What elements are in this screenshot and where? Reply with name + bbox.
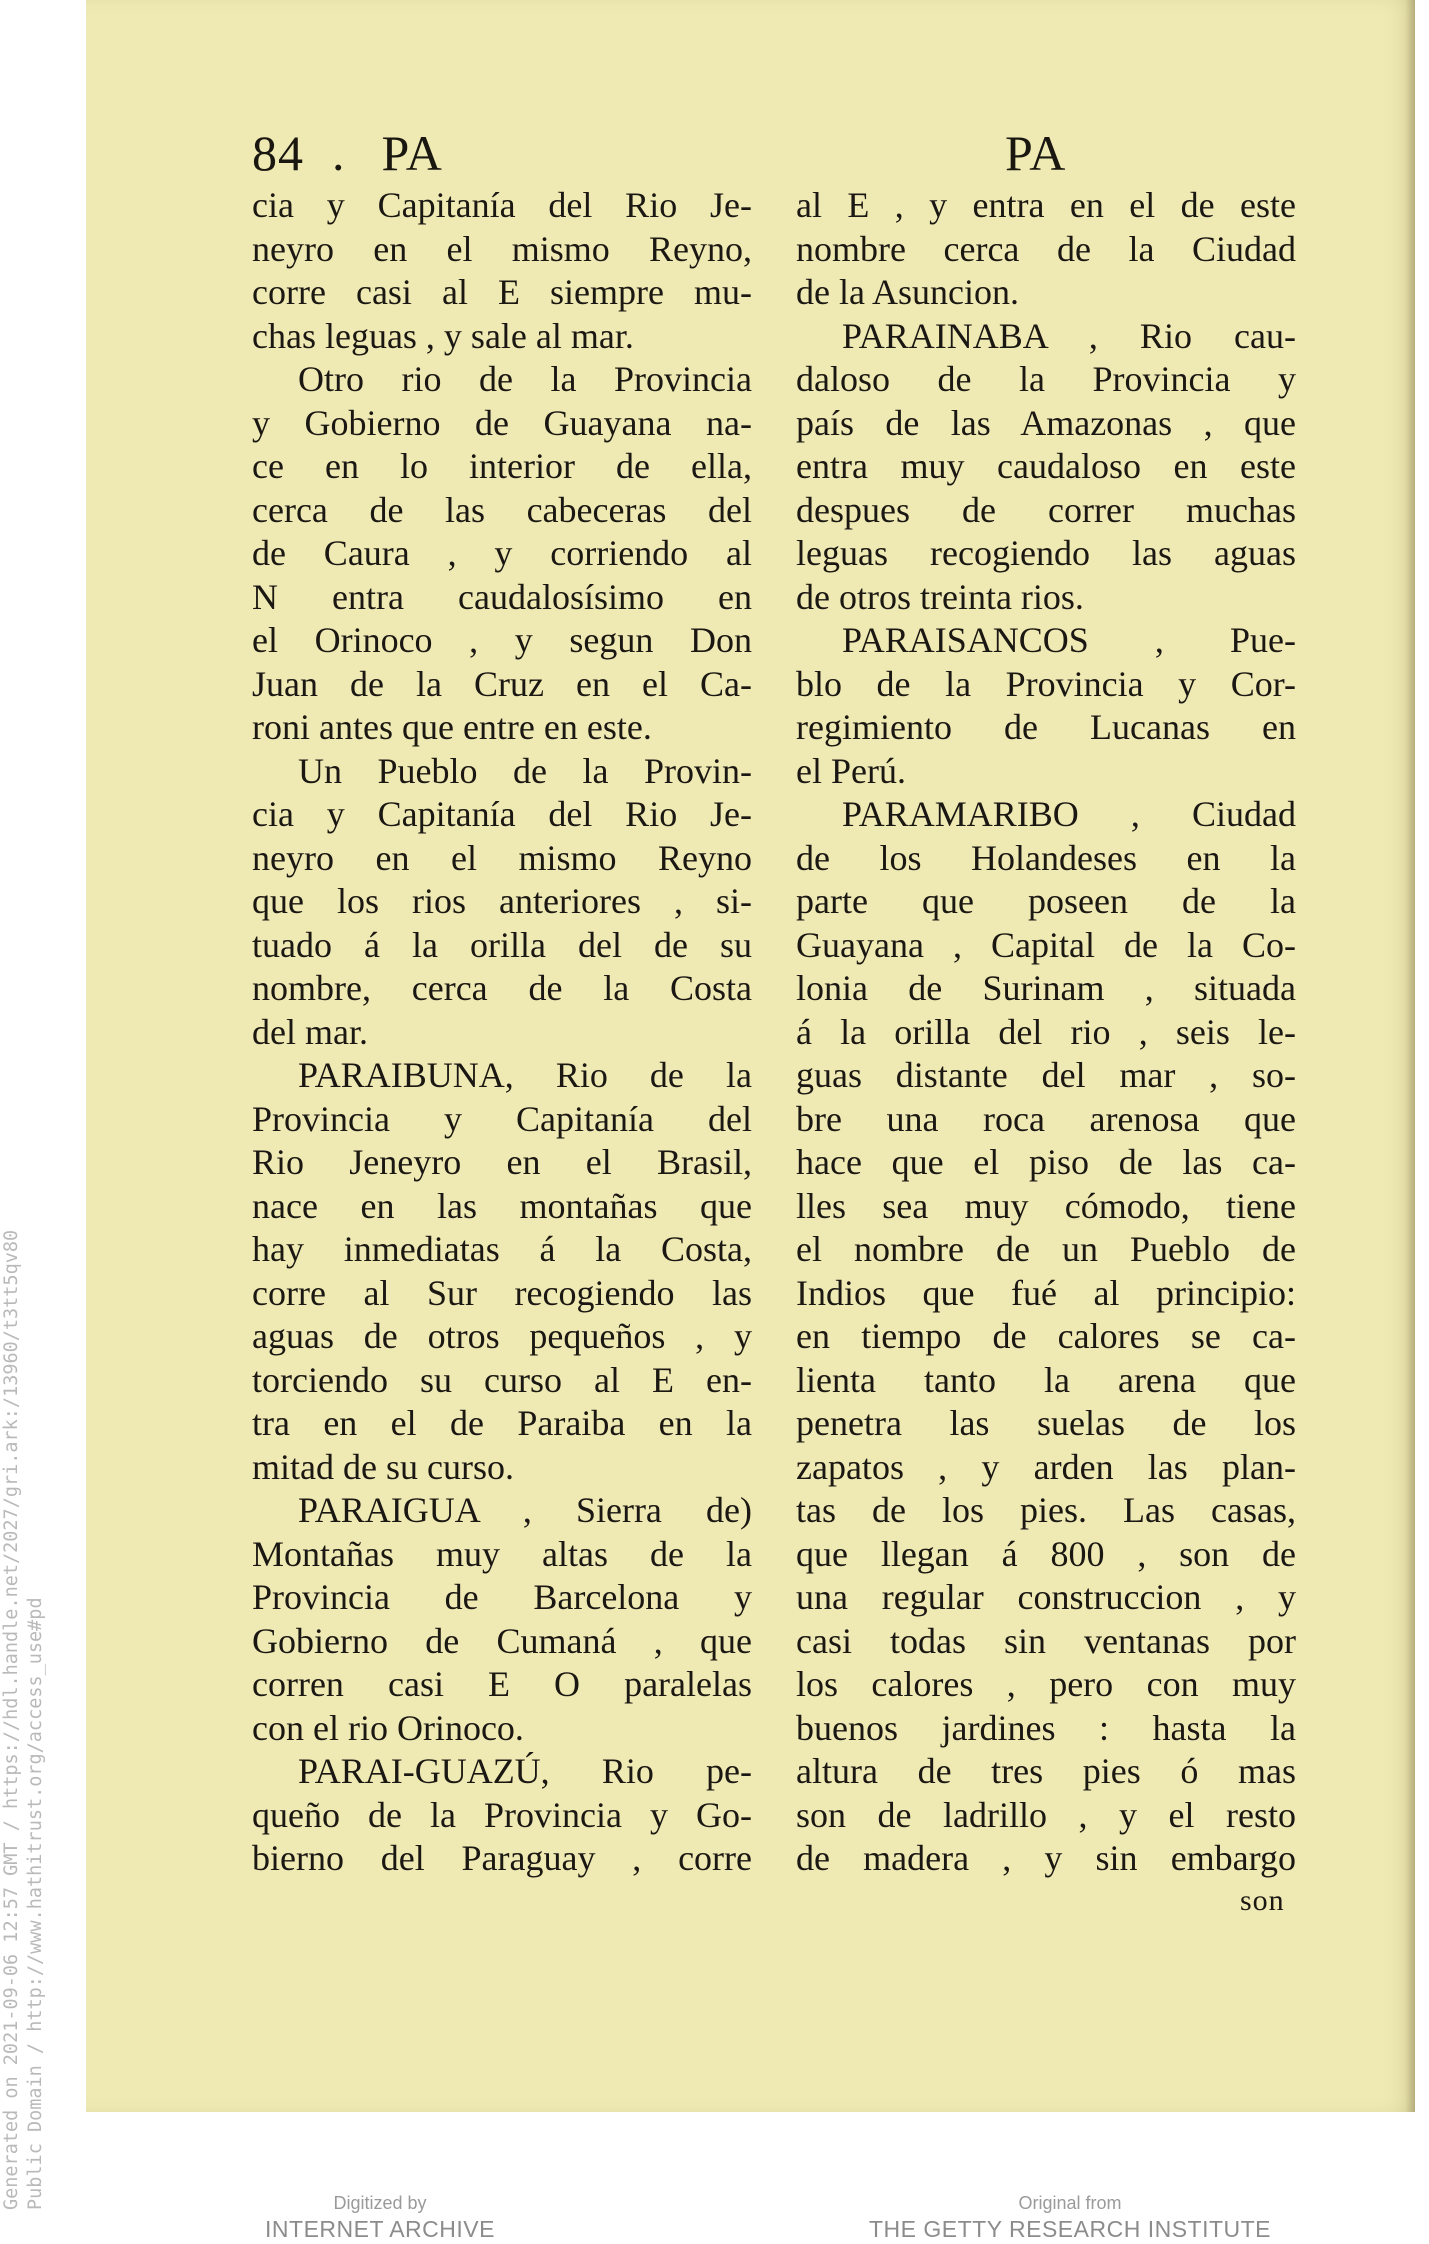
text-line: corre casi al E siempre mu- [252, 272, 752, 312]
text-line: neyro en el mismo Reyno, [252, 228, 752, 269]
text-line: mitad de su curso. [252, 1446, 514, 1487]
footer-left-source: INTERNET ARCHIVE [265, 2216, 495, 2242]
text-line: de madera , y sin embargo [796, 1838, 1296, 1878]
text-line: lles sea muy cómodo, tiene [796, 1185, 1296, 1226]
generation-stamp [0, 1060, 80, 2210]
text-line: Otro rio de la Provincia [298, 359, 752, 399]
text-line: cerca de las cabeceras del [252, 489, 752, 530]
text-line: y Gobierno de Guayana na- [252, 402, 752, 443]
text-line: el nombre de un Pueblo de [796, 1229, 1296, 1269]
text-line: Indios que fué al principio: [796, 1272, 1296, 1313]
text-line: nombre, cerca de la Costa [252, 968, 752, 1008]
text-line: del mar. [252, 1011, 368, 1052]
text-line: Provincia de Barcelona y [252, 1577, 752, 1617]
text-line: nombre cerca de la Ciudad [796, 228, 1296, 269]
text-line: Rio Jeneyro en el Brasil, [252, 1142, 752, 1182]
footer-left-caption: Digitized by [333, 2193, 427, 2213]
text-line: penetra las suelas de los [796, 1403, 1296, 1443]
text-line: regimiento de Lucanas en [796, 707, 1296, 747]
text-line: los calores , pero con muy [796, 1664, 1296, 1704]
text-line: despues de correr muchas [796, 489, 1296, 530]
text-line: hay inmediatas á la Costa, [252, 1229, 752, 1269]
text-line: PARAISANCOS , Pue- [842, 620, 1296, 660]
text-line: PARAI-GUAZÚ, Rio pe- [298, 1751, 752, 1791]
text-line: hace que el piso de las ca- [796, 1142, 1296, 1182]
head-separator: . [332, 125, 346, 181]
text-line: son de ladrillo , y el resto [796, 1794, 1296, 1835]
text-line: Gobierno de Cumaná , que [252, 1620, 752, 1661]
text-line: queño de la Provincia y Go- [252, 1794, 752, 1835]
text-line: cia y Capitanía del Rio Je- [252, 185, 752, 225]
text-line: una regular construccion , y [796, 1577, 1296, 1617]
text-line: ce en lo interior de ella, [252, 446, 752, 486]
text-line: país de las Amazonas , que [796, 402, 1296, 443]
text-line: N entra caudalosísimo en [252, 576, 752, 617]
stamp-line-1: Generated on 2021-09-06 12:57 GMT / https://hdl.handle.net/2027/gri.ark:/13960/t3tt5qv80 [1, 1229, 22, 2210]
text-line: tas de los pies. Las casas, [796, 1490, 1296, 1530]
text-line: Juan de la Cruz en el Ca- [252, 663, 752, 704]
text-line: lonia de Surinam , situada [796, 968, 1296, 1008]
text-line: torciendo su curso al E en- [252, 1359, 752, 1400]
text-line: cia y Capitanía del Rio Je- [252, 794, 752, 834]
text-line: zapatos , y arden las plan- [796, 1446, 1296, 1487]
text-line: blo de la Provincia y Cor- [796, 663, 1296, 704]
text-line: Provincia y Capitanía del [252, 1098, 752, 1139]
text-line: PARAMARIBO , Ciudad [842, 794, 1296, 834]
text-line: leguas recogiendo las aguas [796, 533, 1296, 573]
text-line: bierno del Paraguay , corre [252, 1838, 752, 1878]
text-line: Guayana , Capital de la Co- [796, 924, 1296, 965]
text-line: al E , y entra en el de este [796, 185, 1296, 225]
page-number: 84 [252, 125, 304, 181]
text-line: Un Pueblo de la Provin- [298, 750, 752, 791]
text-line: de otros treinta rios. [796, 576, 1084, 617]
text-line: tuado á la orilla del de su [252, 924, 752, 965]
footer-digitized-by [230, 2192, 530, 2244]
running-head-left [252, 124, 443, 182]
text-line: Montañas muy altas de la [252, 1533, 752, 1574]
text-line: PARAINABA , Rio cau- [842, 315, 1296, 356]
text-line: parte que poseen de la [796, 881, 1296, 921]
text-line: nace en las montañas que [252, 1185, 752, 1226]
text-line: buenos jardines : hasta la [796, 1707, 1296, 1748]
text-line: roni antes que entre en este. [252, 707, 652, 747]
text-line: el Perú. [796, 750, 906, 791]
text-line: que los rios anteriores , si- [252, 881, 752, 921]
text-line: á la orilla del rio , seis le- [796, 1011, 1296, 1052]
text-line: casi todas sin ventanas por [796, 1620, 1296, 1661]
footer-original-from [860, 2192, 1280, 2244]
catchword: son [1240, 1884, 1285, 1917]
footer-right-caption: Original from [1018, 2193, 1122, 2213]
text-line: daloso de la Provincia y [796, 359, 1296, 399]
running-head-right: PA [1005, 125, 1067, 181]
text-line: PARAIBUNA, Rio de la [298, 1055, 752, 1095]
text-line: guas distante del mar , so- [796, 1055, 1296, 1095]
text-line: PARAIGUA , Sierra de) [298, 1490, 752, 1530]
text-line: con el rio Orinoco. [252, 1707, 524, 1748]
stamp-line-2: Public Domain / http://www.hathitrust.org/access_use#pd [25, 1597, 46, 2210]
text-line: de los Holandeses en la [796, 837, 1296, 878]
text-line: corren casi E O paralelas [252, 1664, 752, 1704]
text-line: aguas de otros pequeños , y [252, 1316, 752, 1356]
text-line: entra muy caudaloso en este [796, 446, 1296, 486]
text-line: altura de tres pies ó mas [796, 1751, 1296, 1791]
text-line: bre una roca arenosa que [796, 1098, 1296, 1139]
footer-right-source: THE GETTY RESEARCH INSTITUTE [868, 2216, 1272, 2242]
text-line: neyro en el mismo Reyno [252, 837, 752, 878]
text-line: tra en el de Paraiba en la [252, 1403, 752, 1443]
text-line: chas leguas , y sale al mar. [252, 315, 634, 356]
left-column [252, 184, 752, 1881]
text-line: de Caura , y corriendo al [252, 533, 752, 573]
text-line: que llegan á 800 , son de [796, 1533, 1296, 1574]
text-line: en tiempo de calores se ca- [796, 1316, 1296, 1356]
right-column [796, 184, 1296, 1881]
text-line: el Orinoco , y segun Don [252, 620, 752, 660]
text-line: lienta tanto la arena que [796, 1359, 1296, 1400]
text-line: de la Asuncion. [796, 272, 1019, 312]
head-left-text: PA [381, 125, 443, 181]
text-line: corre al Sur recogiendo las [252, 1272, 752, 1313]
